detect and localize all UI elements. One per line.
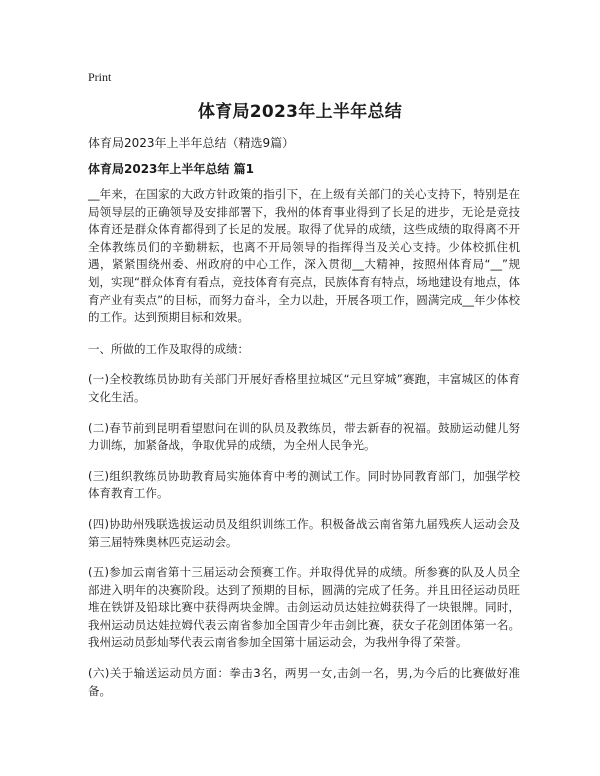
document-title: 体育局2023年上半年总结 bbox=[197, 102, 403, 122]
item-paragraph-2: (二)春节前到昆明看望慰问在训的队员及教练员，带去新春的祝福。鼓励运动健儿努力训练，加紧备战，争取优异的成绩，为全州人民争光。 bbox=[88, 420, 520, 453]
achievements-heading: 一、所做的工作及取得的成绩： bbox=[88, 341, 249, 356]
item-paragraph-5: (五)参加云南省第十三届运动会预赛工作。并取得优异的成绩。所参赛的队及人员全部进入明年的决赛阶段。达到了预期的目标，圆满的完成了任务。并且田径运动员旺堆在铁饼及铅球比赛中获得两块金牌。击剑运动员达娃拉姆获得了一块银牌。同时，我州运动员达娃拉姆代表云南省参加全国青少年击剑比赛，获女子花剑团体第一名。我州运动员彭灿琴代表云南省参加全国第十届运动会，为我州争得了荣誉。 bbox=[88, 565, 520, 650]
print-link[interactable]: Print bbox=[88, 70, 112, 84]
intro-paragraph: __年来，在国家的大政方针政策的指引下，在上级有关部门的关心支持下，特别是在局领导层的正确领导及安排部署下，我州的体育事业得到了长足的进步，无论是竞技体育还是群众体育都得到了长足的发展。取得了优异的成绩，这些成绩的取得离不开全体教练员们的辛勤耕耘，也离不开局领导的指挥得当及关心支持。少体校抓住机遇，紧紧围绕州委、州政府的中心工作，深入贯彻__大精神，按照州体育局“__”规划，实现“群众体育有看点，竞技体育有亮点，民族体育有特点，场地建设有地点，体育产业有卖点”的目标，而努力奋斗，全力以赴，开展各项工作，圆满完成__年少体校的工作。达到预期目标和效果。 bbox=[88, 187, 520, 325]
item-paragraph-6: (六)关于输送运动员方面：拳击3名，两男一女,击剑一名，男,为今后的比赛做好准备。 bbox=[88, 666, 520, 698]
item-paragraph-3: (三)组织教练员协助教育局实施体育中考的测试工作。同时协同教育部门，加强学校体育教育工作。 bbox=[88, 468, 520, 501]
section-heading: 体育局2023年上半年总结 篇1 bbox=[88, 162, 254, 176]
document-subtitle: 体育局2023年上半年总结（精选9篇） bbox=[88, 136, 295, 150]
item-paragraph-4: (四)协助州残联选拔运动员及组织训练工作。积极备战云南省第九届残疾人运动会及第三届特殊奥林匹克运动会。 bbox=[88, 516, 520, 549]
document-body bbox=[88, 186, 520, 713]
item-paragraph-1: (一)全校教练员协助有关部门开展好香格里拉城区“元旦穿城”赛跑，丰富城区的体育文化生活。 bbox=[88, 372, 520, 404]
